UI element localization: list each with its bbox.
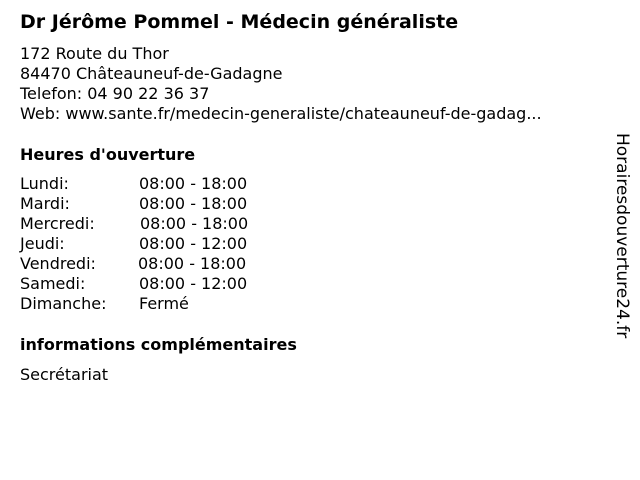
day-label: Mercredi: — [20, 214, 95, 233]
hours-heading: Heures d'ouverture — [20, 145, 196, 164]
info-heading: informations complémentaires — [20, 335, 297, 354]
day-label: Mardi: — [20, 194, 70, 213]
address-block — [20, 44, 542, 124]
day-label: Dimanche: — [20, 294, 107, 313]
time-value: 08:00 - 12:00 — [139, 274, 248, 293]
time-value: 08:00 - 18:00 — [138, 254, 247, 273]
phone-number: Telefon: 04 90 22 36 37 — [20, 84, 210, 103]
page-title: Dr Jérôme Pommel - Médecin généraliste — [20, 11, 459, 33]
day-label: Samedi: — [20, 274, 86, 293]
info-text: Secrétariat — [20, 365, 109, 384]
time-value: Fermé — [139, 294, 189, 313]
time-value: 08:00 - 18:00 — [140, 214, 249, 233]
time-value: 08:00 - 18:00 — [139, 174, 248, 193]
city-address: 84470 Châteauneuf-de-Gadagne — [20, 64, 283, 83]
time-value: 08:00 - 12:00 — [139, 234, 248, 253]
street-address: 172 Route du Thor — [20, 44, 169, 63]
day-label: Lundi: — [20, 174, 69, 193]
day-label: Vendredi: — [20, 254, 96, 273]
time-value: 08:00 - 18:00 — [139, 194, 248, 213]
site-watermark: Horairesdouverture24.fr — [612, 133, 632, 339]
day-label: Jeudi: — [20, 234, 65, 253]
website-link[interactable]: Web: www.sante.fr/medecin-generaliste/chateauneuf-de-gadag... — [20, 104, 542, 123]
